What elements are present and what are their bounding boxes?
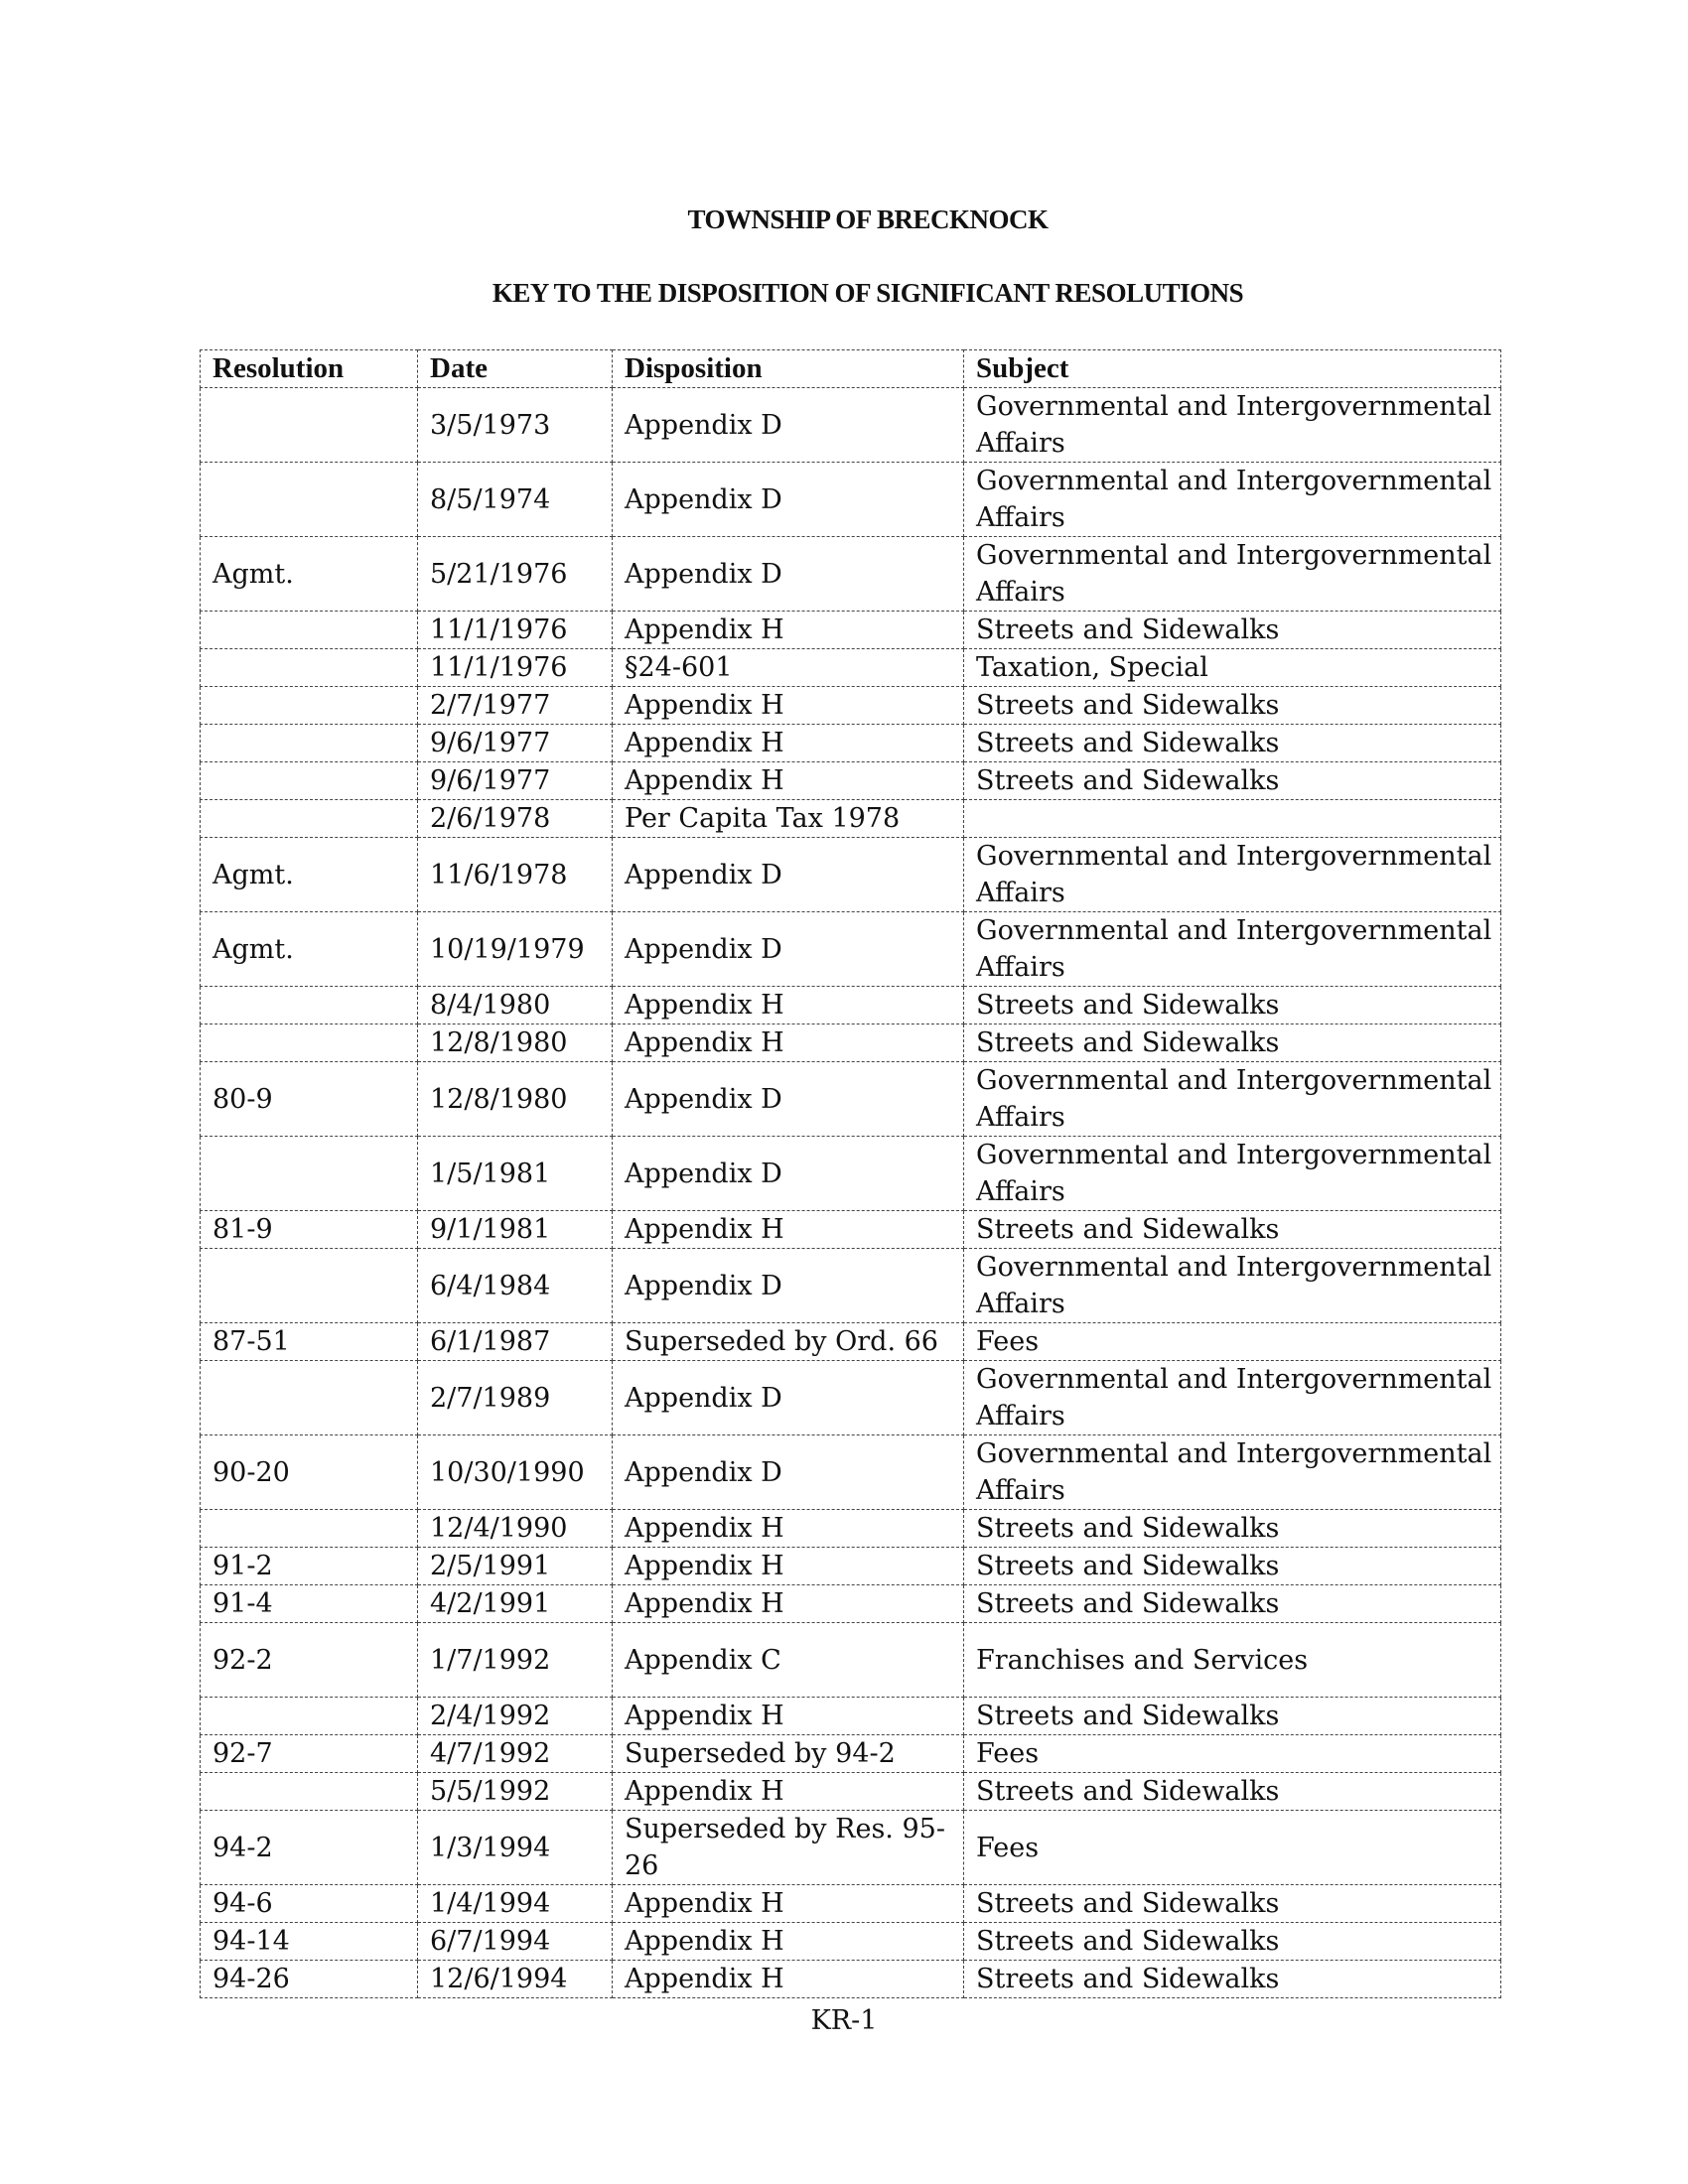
- resolution-cell: [201, 1361, 418, 1435]
- disposition-cell: Superseded by Ord. 66: [613, 1323, 964, 1361]
- subject-cell: Taxation, Special: [964, 649, 1501, 687]
- date-cell: 2/7/1977: [418, 687, 613, 725]
- table-row: [201, 388, 1501, 463]
- subject-cell: Streets and Sidewalks: [964, 1585, 1501, 1623]
- resolution-cell: Agmt.: [201, 912, 418, 987]
- resolution-cell: [201, 762, 418, 800]
- resolution-cell: 91-2: [201, 1548, 418, 1585]
- date-cell: 9/6/1977: [418, 762, 613, 800]
- date-cell: 5/5/1992: [418, 1773, 613, 1811]
- subject-cell: Fees: [964, 1323, 1501, 1361]
- resolution-cell: [201, 1249, 418, 1323]
- disposition-cell: Appendix H: [613, 1548, 964, 1585]
- disposition-cell: Appendix D: [613, 1137, 964, 1211]
- subject-cell: Streets and Sidewalks: [964, 1211, 1501, 1249]
- date-cell: 1/3/1994: [418, 1811, 613, 1885]
- table-header-row: [201, 350, 1501, 388]
- subject-cell: Streets and Sidewalks: [964, 1885, 1501, 1923]
- date-cell: 11/1/1976: [418, 649, 613, 687]
- date-cell: 4/7/1992: [418, 1735, 613, 1773]
- resolution-cell: 87-51: [201, 1323, 418, 1361]
- resolution-cell: 94-2: [201, 1811, 418, 1885]
- disposition-cell: Appendix D: [613, 388, 964, 463]
- page-number: KR-1: [810, 2005, 878, 2036]
- table-row: [201, 1773, 1501, 1811]
- table-body: [201, 388, 1501, 1998]
- resolution-cell: [201, 1510, 418, 1548]
- resolution-cell: [201, 463, 418, 537]
- subject-cell: Governmental and Intergovernmental Affairs: [964, 537, 1501, 612]
- date-cell: 6/4/1984: [418, 1249, 613, 1323]
- disposition-cell: Appendix H: [613, 1211, 964, 1249]
- date-cell: 12/8/1980: [418, 1024, 613, 1062]
- table-row: [201, 687, 1501, 725]
- date-cell: 4/2/1991: [418, 1585, 613, 1623]
- subject-cell: Streets and Sidewalks: [964, 1923, 1501, 1961]
- subject-cell: Streets and Sidewalks: [964, 987, 1501, 1024]
- subject-cell: Streets and Sidewalks: [964, 1773, 1501, 1811]
- date-cell: 11/1/1976: [418, 612, 613, 649]
- table-row: [201, 612, 1501, 649]
- table-row: [201, 1885, 1501, 1923]
- subject-cell: Governmental and Intergovernmental Affairs: [964, 912, 1501, 987]
- subject-cell: Governmental and Intergovernmental Affairs: [964, 1137, 1501, 1211]
- resolution-cell: 81-9: [201, 1211, 418, 1249]
- header-subject: Subject: [964, 350, 1501, 388]
- disposition-cell: Appendix D: [613, 912, 964, 987]
- disposition-cell: Appendix H: [613, 687, 964, 725]
- table-row: [201, 800, 1501, 838]
- subject-cell: Streets and Sidewalks: [964, 612, 1501, 649]
- table-row: [201, 1623, 1501, 1698]
- subject-cell: Fees: [964, 1811, 1501, 1885]
- date-cell: 10/19/1979: [418, 912, 613, 987]
- date-cell: 2/7/1989: [418, 1361, 613, 1435]
- resolution-cell: Agmt.: [201, 838, 418, 912]
- subject-cell: Franchises and Services: [964, 1623, 1501, 1698]
- table-row: [201, 1361, 1501, 1435]
- table-row: [201, 1137, 1501, 1211]
- subject-cell: Governmental and Intergovernmental Affairs: [964, 1361, 1501, 1435]
- table-row: [201, 1323, 1501, 1361]
- document-subtitle: KEY TO THE DISPOSITION OF SIGNIFICANT RESOLUTIONS: [492, 278, 1244, 308]
- resolution-cell: 91-4: [201, 1585, 418, 1623]
- header-resolution: Resolution: [201, 350, 418, 388]
- subject-cell: Streets and Sidewalks: [964, 1548, 1501, 1585]
- table-row: [201, 1585, 1501, 1623]
- disposition-cell: Appendix D: [613, 1249, 964, 1323]
- disposition-cell: Appendix H: [613, 612, 964, 649]
- date-cell: 2/6/1978: [418, 800, 613, 838]
- table-row: [201, 1510, 1501, 1548]
- table-row: [201, 1024, 1501, 1062]
- disposition-cell: Appendix H: [613, 1923, 964, 1961]
- table-row: [201, 1735, 1501, 1773]
- resolution-cell: [201, 1773, 418, 1811]
- disposition-cell: Appendix H: [613, 1024, 964, 1062]
- date-cell: 8/5/1974: [418, 463, 613, 537]
- resolution-cell: 94-6: [201, 1885, 418, 1923]
- subject-cell: Streets and Sidewalks: [964, 1698, 1501, 1735]
- date-cell: 5/21/1976: [418, 537, 613, 612]
- disposition-cell: Appendix H: [613, 987, 964, 1024]
- table-row: [201, 1698, 1501, 1735]
- subject-cell: Streets and Sidewalks: [964, 1024, 1501, 1062]
- subject-cell: Governmental and Intergovernmental Affairs: [964, 1062, 1501, 1137]
- table-row: [201, 1062, 1501, 1137]
- disposition-cell: Appendix D: [613, 1361, 964, 1435]
- date-cell: 2/5/1991: [418, 1548, 613, 1585]
- date-cell: 10/30/1990: [418, 1435, 613, 1510]
- date-cell: 2/4/1992: [418, 1698, 613, 1735]
- resolution-cell: [201, 987, 418, 1024]
- table-row: [201, 1548, 1501, 1585]
- date-cell: 8/4/1980: [418, 987, 613, 1024]
- table-row: [201, 463, 1501, 537]
- subject-cell: Streets and Sidewalks: [964, 687, 1501, 725]
- table-row: [201, 1811, 1501, 1885]
- resolution-cell: [201, 800, 418, 838]
- resolution-cell: [201, 1698, 418, 1735]
- resolution-cell: [201, 612, 418, 649]
- disposition-cell: Appendix C: [613, 1623, 964, 1698]
- disposition-cell: Appendix D: [613, 1062, 964, 1137]
- subject-cell: Streets and Sidewalks: [964, 762, 1501, 800]
- subject-cell: [964, 800, 1501, 838]
- table-row: [201, 1249, 1501, 1323]
- date-cell: 11/6/1978: [418, 838, 613, 912]
- disposition-cell: Appendix D: [613, 838, 964, 912]
- date-cell: 12/6/1994: [418, 1961, 613, 1998]
- date-cell: 1/7/1992: [418, 1623, 613, 1698]
- resolution-cell: [201, 1137, 418, 1211]
- disposition-cell: Appendix H: [613, 762, 964, 800]
- subject-cell: Governmental and Intergovernmental Affairs: [964, 388, 1501, 463]
- table-row: [201, 537, 1501, 612]
- resolution-cell: [201, 725, 418, 762]
- disposition-cell: Appendix H: [613, 1961, 964, 1998]
- date-cell: 1/5/1981: [418, 1137, 613, 1211]
- date-cell: 9/1/1981: [418, 1211, 613, 1249]
- disposition-cell: Per Capita Tax 1978: [613, 800, 964, 838]
- table-row: [201, 912, 1501, 987]
- disposition-cell: Appendix D: [613, 537, 964, 612]
- subject-cell: Streets and Sidewalks: [964, 1961, 1501, 1998]
- resolution-cell: 80-9: [201, 1062, 418, 1137]
- date-cell: 3/5/1973: [418, 388, 613, 463]
- disposition-cell: Appendix H: [613, 1885, 964, 1923]
- resolution-cell: 94-26: [201, 1961, 418, 1998]
- table-row: [201, 1211, 1501, 1249]
- date-cell: 6/7/1994: [418, 1923, 613, 1961]
- table-row: [201, 838, 1501, 912]
- resolution-cell: [201, 649, 418, 687]
- date-cell: 12/8/1980: [418, 1062, 613, 1137]
- resolution-cell: 92-7: [201, 1735, 418, 1773]
- table-row: [201, 987, 1501, 1024]
- date-cell: 12/4/1990: [418, 1510, 613, 1548]
- table-row: [201, 762, 1501, 800]
- resolution-cell: 94-14: [201, 1923, 418, 1961]
- resolutions-table: [200, 349, 1501, 1998]
- subject-cell: Streets and Sidewalks: [964, 725, 1501, 762]
- table-row: [201, 1435, 1501, 1510]
- disposition-cell: Appendix D: [613, 1435, 964, 1510]
- table-row: [201, 649, 1501, 687]
- disposition-cell: Appendix D: [613, 463, 964, 537]
- subject-cell: Fees: [964, 1735, 1501, 1773]
- table-row: [201, 1923, 1501, 1961]
- resolution-cell: 90-20: [201, 1435, 418, 1510]
- disposition-cell: Appendix H: [613, 1585, 964, 1623]
- subject-cell: Governmental and Intergovernmental Affairs: [964, 1249, 1501, 1323]
- disposition-cell: Appendix H: [613, 1773, 964, 1811]
- header-date: Date: [418, 350, 613, 388]
- disposition-cell: §24-601: [613, 649, 964, 687]
- subject-cell: Governmental and Intergovernmental Affairs: [964, 838, 1501, 912]
- disposition-cell: Appendix H: [613, 725, 964, 762]
- resolution-cell: [201, 388, 418, 463]
- resolution-cell: 92-2: [201, 1623, 418, 1698]
- disposition-cell: Superseded by 94-2: [613, 1735, 964, 1773]
- table-row: [201, 1961, 1501, 1998]
- resolution-cell: [201, 1024, 418, 1062]
- disposition-cell: Appendix H: [613, 1698, 964, 1735]
- resolution-cell: [201, 687, 418, 725]
- date-cell: 6/1/1987: [418, 1323, 613, 1361]
- table-row: [201, 725, 1501, 762]
- subject-cell: Governmental and Intergovernmental Affairs: [964, 463, 1501, 537]
- header-disposition: Disposition: [613, 350, 964, 388]
- date-cell: 9/6/1977: [418, 725, 613, 762]
- disposition-cell: Superseded by Res. 95-26: [613, 1811, 964, 1885]
- subject-cell: Governmental and Intergovernmental Affairs: [964, 1435, 1501, 1510]
- resolution-cell: Agmt.: [201, 537, 418, 612]
- disposition-cell: Appendix H: [613, 1510, 964, 1548]
- document-title: TOWNSHIP OF BRECKNOCK: [687, 205, 1049, 234]
- date-cell: 1/4/1994: [418, 1885, 613, 1923]
- subject-cell: Streets and Sidewalks: [964, 1510, 1501, 1548]
